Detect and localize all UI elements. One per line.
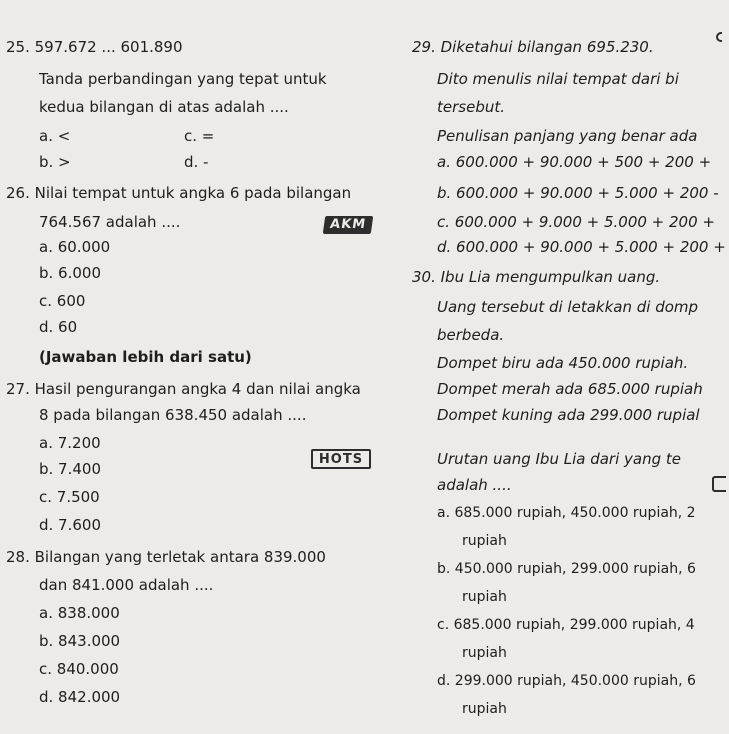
- q26-note: (Jawaban lebih dari satu): [39, 348, 252, 366]
- q28-option-b: b. 843.000: [39, 632, 121, 650]
- q27-option-d: d. 7.600: [39, 516, 101, 534]
- q25-option-d: d. -: [184, 153, 209, 171]
- q29-option-d: d. 600.000 + 90.000 + 5.000 + 200 +: [437, 238, 726, 256]
- hots-badge: HOTS: [311, 449, 371, 469]
- q30-option-d: d. 299.000 rupiah, 450.000 rupiah, 6: [437, 673, 696, 689]
- q29-option-a: a. 600.000 + 90.000 + 500 + 200 +: [437, 153, 712, 171]
- q28-option-d: d. 842.000: [39, 688, 121, 706]
- q30-option-b: b. 450.000 rupiah, 299.000 rupiah, 6: [437, 561, 696, 577]
- q26-option-b: b. 6.000: [39, 264, 101, 282]
- q30-line2: berbeda.: [437, 326, 505, 344]
- q27-option-c: c. 7.500: [39, 488, 100, 506]
- q27-head: 27. Hasil pengurangan angka 4 dan nilai angka: [6, 380, 361, 398]
- q29-line3: Penulisan panjang yang benar ada: [437, 127, 698, 145]
- q28-option-c: c. 840.000: [39, 660, 119, 678]
- q30-option-a-cont: rupiah: [462, 533, 507, 549]
- q30-line3: Dompet biru ada 450.000 rupiah.: [437, 354, 689, 372]
- q25-option-a: a. <: [39, 127, 71, 145]
- q30-line4: Dompet merah ada 685.000 rupiah: [437, 380, 703, 398]
- q25-line1: Tanda perbandingan yang tepat untuk: [39, 70, 327, 88]
- q30-option-c: c. 685.000 rupiah, 299.000 rupiah, 4: [437, 617, 695, 633]
- q30-option-c-cont: rupiah: [462, 645, 507, 661]
- q26-line1: 764.567 adalah ....: [39, 213, 181, 231]
- q30-option-d-cont: rupiah: [462, 701, 507, 717]
- q26-option-d: d. 60: [39, 318, 78, 336]
- q26-option-a: a. 60.000: [39, 238, 111, 256]
- q29-option-c: c. 600.000 + 9.000 + 5.000 + 200 +: [437, 213, 715, 231]
- q30-line1: Uang tersebut di letakkan di domp: [437, 298, 699, 316]
- q29-head: 29. Diketahui bilangan 695.230.: [412, 38, 654, 56]
- q30-head: 30. Ibu Lia mengumpulkan uang.: [412, 268, 661, 286]
- q27-option-b: b. 7.400: [39, 460, 101, 478]
- q26-head: 26. Nilai tempat untuk angka 6 pada bilangan: [6, 184, 352, 202]
- q25-head: 25. 597.672 ... 601.890: [6, 38, 183, 56]
- q29-option-b: b. 600.000 + 90.000 + 5.000 + 200 -: [437, 184, 719, 202]
- q27-option-a: a. 7.200: [39, 434, 101, 452]
- q30-line6: Urutan uang Ibu Lia dari yang te: [437, 450, 681, 468]
- q30-line5: Dompet kuning ada 299.000 rupial: [437, 406, 700, 424]
- akm-badge: AKM: [323, 216, 374, 234]
- q30-option-b-cont: rupiah: [462, 589, 507, 605]
- q25-option-b: b. >: [39, 153, 71, 171]
- q26-option-c: c. 600: [39, 292, 86, 310]
- q25-option-c: c. =: [184, 127, 215, 145]
- q27-line1: 8 pada bilangan 638.450 adalah ....: [39, 406, 307, 424]
- q28-head: 28. Bilangan yang terletak antara 839.000: [6, 548, 326, 566]
- q30-option-a: a. 685.000 rupiah, 450.000 rupiah, 2: [437, 505, 696, 521]
- q30-line7: adalah ....: [437, 476, 512, 494]
- answer-box-edge: [712, 476, 726, 492]
- q28-option-a: a. 838.000: [39, 604, 120, 622]
- q28-line1: dan 841.000 adalah ....: [39, 576, 214, 594]
- page-edge-mark: [716, 32, 722, 42]
- q29-line2: tersebut.: [437, 98, 505, 116]
- q29-line1: Dito menulis nilai tempat dari bi: [437, 70, 679, 88]
- q25-line2: kedua bilangan di atas adalah ....: [39, 98, 289, 116]
